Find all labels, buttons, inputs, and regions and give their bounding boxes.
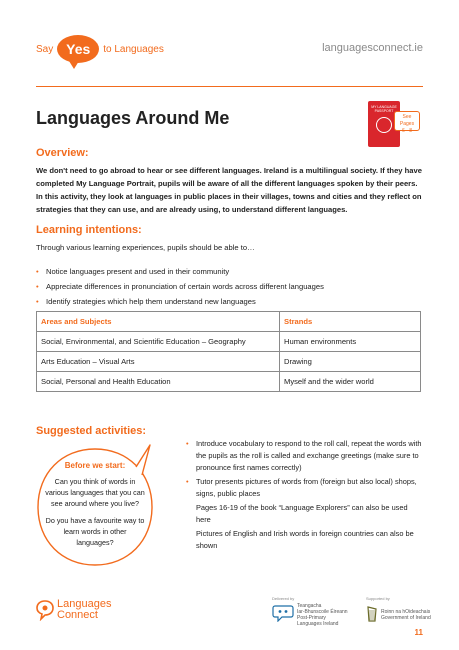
learning-intro: Through various learning experiences, pupils should be able to…	[36, 243, 255, 252]
table-cell: Arts Education – Visual Arts	[37, 352, 280, 372]
languages-connect-logo	[36, 599, 111, 621]
logo-yes-text: Yes	[66, 41, 91, 57]
ppli-text	[297, 603, 348, 627]
list-item: • Identify strategies which help them understand new languages	[36, 294, 416, 309]
speech-bubbles-icon	[36, 599, 54, 621]
table-row	[37, 352, 421, 372]
table-cell: Myself and the wider world	[280, 372, 421, 392]
table-cell: Social, Personal and Health Education	[37, 372, 280, 392]
ppli-line: Iar-Bhunscoile Éireann	[297, 609, 348, 615]
activity-note: Pages 16-19 of the book “Language Explorers” can also be used here	[196, 503, 408, 524]
bubble-question-2: Do you have a favourite way to learn words in other languages?	[45, 516, 145, 547]
list-item: • Notice languages present and used in their community	[36, 264, 416, 279]
see-pages-tag	[394, 111, 420, 134]
site-url[interactable]: languagesconnect.ie	[322, 42, 423, 54]
see-pages-label: See Pages	[399, 114, 415, 127]
table-cell: Human environments	[280, 332, 421, 352]
supported-by-label: Supported by	[366, 596, 390, 601]
delivered-by-label: Delivered by	[272, 596, 295, 601]
overview-heading: Overview:	[36, 147, 89, 159]
table-cell: Social, Environmental, and Scientific Education – Geography	[37, 332, 280, 352]
list-item: • Introduce vocabulary to respond to the roll call, repeat the words with the pupils as the roll is called and exchange greetings (make sure to pronounce first names correctly)	[186, 438, 422, 474]
subjects-strands-table	[36, 311, 421, 392]
list-item: • Tutor presents pictures of words from (foreign but also local) shops, signs, public places	[186, 476, 422, 500]
harp-icon	[366, 605, 378, 623]
see-pages-range: 6 - 8	[401, 128, 412, 134]
page-number: 11	[414, 628, 423, 637]
globe-icon	[376, 117, 392, 133]
government-line: Roinn na hOideachais	[381, 609, 431, 615]
ppli-line: Post-Primary	[297, 615, 326, 621]
table-row	[37, 332, 421, 352]
logo-to-languages-text: to Languages	[103, 43, 164, 55]
speech-bubble-icon	[57, 35, 99, 63]
page-header	[0, 0, 459, 88]
ppli-logo-icon	[272, 604, 294, 622]
before-we-start-bubble	[36, 443, 154, 571]
activities-list	[186, 438, 422, 554]
logo-say-text: Say	[36, 43, 54, 55]
activity-note: Pictures of English and Irish words in foreign countries can also be shown	[196, 529, 414, 550]
list-item: • Appreciate differences in pronunciation of certain words across different languages	[36, 279, 416, 294]
column-header-areas: Areas and Subjects	[37, 312, 280, 332]
table-header-row	[37, 312, 421, 332]
government-text	[381, 609, 431, 621]
passport-book-icon	[368, 101, 418, 151]
bubble-question-1: Can you think of words in various languages that you can see around where you live?	[45, 477, 145, 508]
column-header-strands: Strands	[280, 312, 421, 332]
table-row	[37, 372, 421, 392]
bubble-title: Before we start:	[64, 461, 126, 470]
header-divider	[36, 86, 423, 87]
page-title: Languages Around Me	[36, 108, 230, 128]
government-line: Government of Ireland	[381, 615, 431, 621]
ppli-line: Teangacha	[297, 603, 322, 609]
ppli-line: Languages Ireland	[297, 621, 339, 627]
logo-line-connect: Connect	[57, 609, 98, 621]
say-yes-logo	[36, 32, 164, 66]
overview-text: We don't need to go abroad to hear or see different languages. Ireland is a multilingual society. If they have completed My Language Portrait, pupils will be aware of all the different languages spoken by their peers. In this activity, they look at languages in public places in their villages, towns and cities and they reflect on strategies that they can use, and are already using, to understand different languages.	[36, 166, 422, 214]
suggested-activities-heading: Suggested activities:	[36, 425, 147, 437]
table-cell: Drawing	[280, 352, 421, 372]
passport-book-title: MY LANGUAGE PASSPORT	[371, 105, 397, 113]
learning-intentions-heading: Learning intentions:	[36, 224, 142, 236]
learning-intentions-list	[36, 264, 416, 309]
logo-line-languages: Languages	[57, 598, 112, 610]
